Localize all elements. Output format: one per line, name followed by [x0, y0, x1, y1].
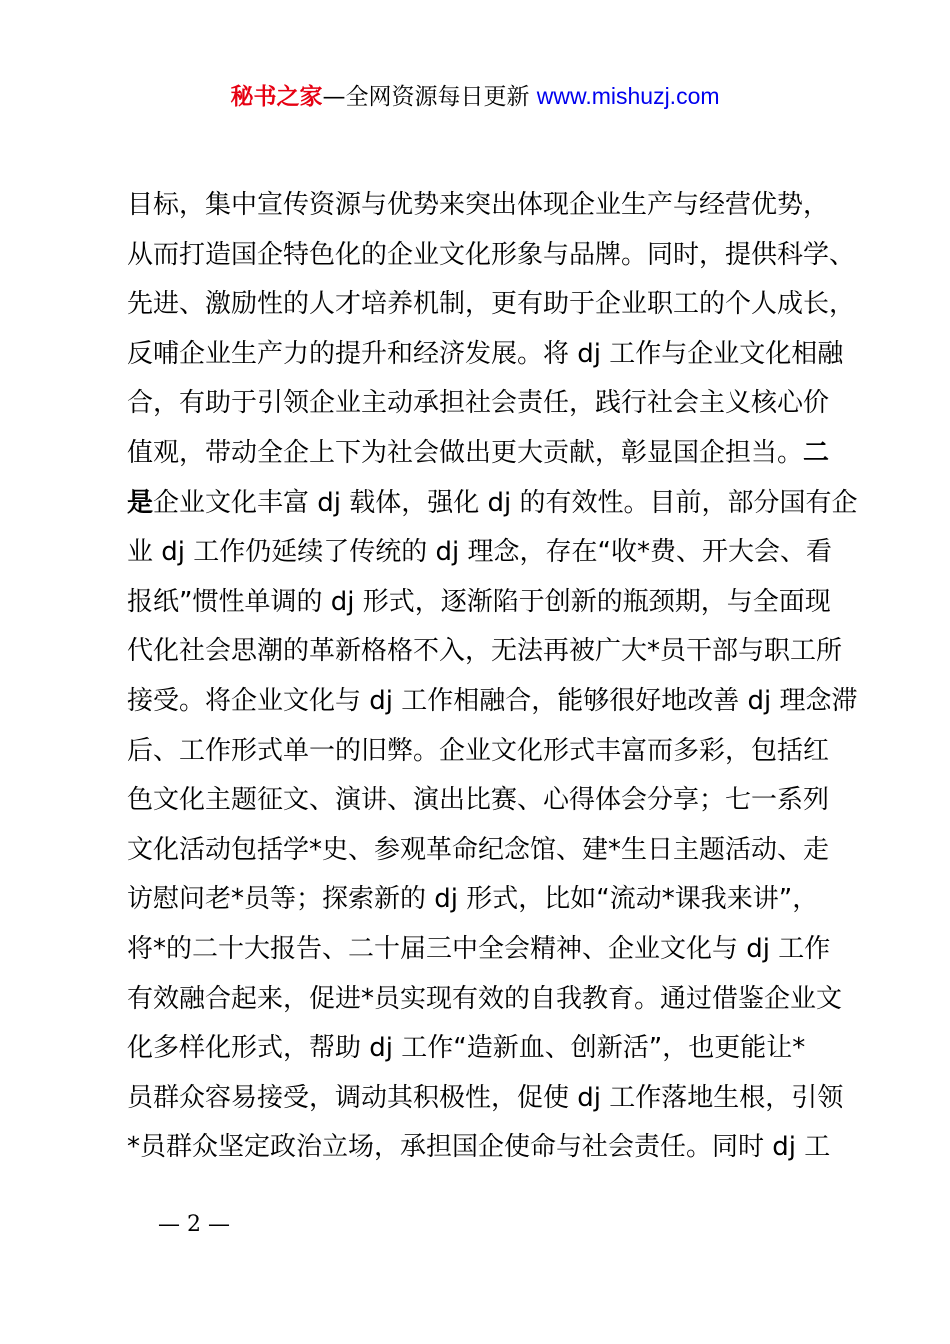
text-line-8: 业 dj 工作仍延续了传统的 dj 理念，存在“收*费、开大会、看 — [127, 537, 832, 568]
text-line-2: 从而打造国企特色化的企业文化形象与品牌。同时，提供科学、 — [127, 239, 856, 270]
text-line-12: 后、工作形式单一的旧弊。企业文化形式丰富而多彩，包括红 — [127, 735, 830, 766]
text-line-11: 接受。将企业文化与 dj 工作相融合，能够很好地改善 dj 理念滞 — [127, 685, 858, 716]
text-line-17: 有效融合起来，促进*员实现有效的自我教育。通过借鉴企业文 — [127, 983, 843, 1014]
text-line-5: 合，有助于引领企业主动承担社会责任，践行社会主义核心价 — [127, 388, 830, 419]
text-line-20: *员群众坚定政治立场，承担国企使命与社会责任。同时 dj 工 — [127, 1132, 831, 1163]
text-line-10: 代化社会思潮的革新格格不入，无法再被广大*员干部与职工所 — [127, 636, 843, 667]
site-brand: 秘书之家 — [230, 84, 323, 110]
text-line-13: 色文化主题征文、演讲、演出比赛、心得体会分享；七一系列 — [127, 785, 830, 816]
text-line-19: 员群众容易接受，调动其积极性，促使 dj 工作落地生根，引领 — [127, 1082, 844, 1113]
text-line-18: 化多样化形式，帮助 dj 工作“造新血、创新活”，也更能让* — [127, 1033, 806, 1064]
text-line-1: 目标，集中宣传资源与优势来突出体现企业生产与经营优势， — [127, 190, 830, 220]
bold-heading-end: 是 — [127, 487, 154, 518]
text-line-6 — [127, 429, 867, 479]
text-line-7 — [127, 479, 867, 529]
text-line-6-main: 值观，带动全企上下为社会做出更大贡献，彰显国企担当。 — [127, 437, 804, 468]
bold-heading-start: 二 — [803, 437, 830, 468]
document-body — [127, 181, 867, 1173]
site-tagline: —全网资源每日更新 — [322, 84, 530, 110]
site-url: www.mishuzj.com — [536, 83, 720, 109]
text-line-4: 反哺企业生产力的提升和经济发展。将 dj 工作与企业文化相融 — [127, 338, 844, 369]
text-line-15: 访慰问老*员等；探索新的 dj 形式，比如“流动*课我来讲”， — [127, 884, 819, 915]
text-line-7-main: 企业文化丰富 dj 载体，强化 dj 的有效性。目前，部分国有企 — [153, 487, 858, 518]
text-line-3: 先进、激励性的人才培养机制，更有助于企业职工的个人成长， — [127, 289, 856, 320]
site-header — [0, 80, 950, 113]
text-line-16: 将*的二十大报告、二十届三中全会精神、企业文化与 dj 工作 — [127, 933, 831, 964]
text-line-14: 文化活动包括学*史、参观革命纪念馆、建*生日主题活动、走 — [127, 834, 830, 865]
page-number: — 2 — — [158, 1212, 230, 1237]
text-line-9: 报纸”惯性单调的 dj 形式，逐渐陷于创新的瓶颈期，与全面现 — [127, 586, 831, 617]
